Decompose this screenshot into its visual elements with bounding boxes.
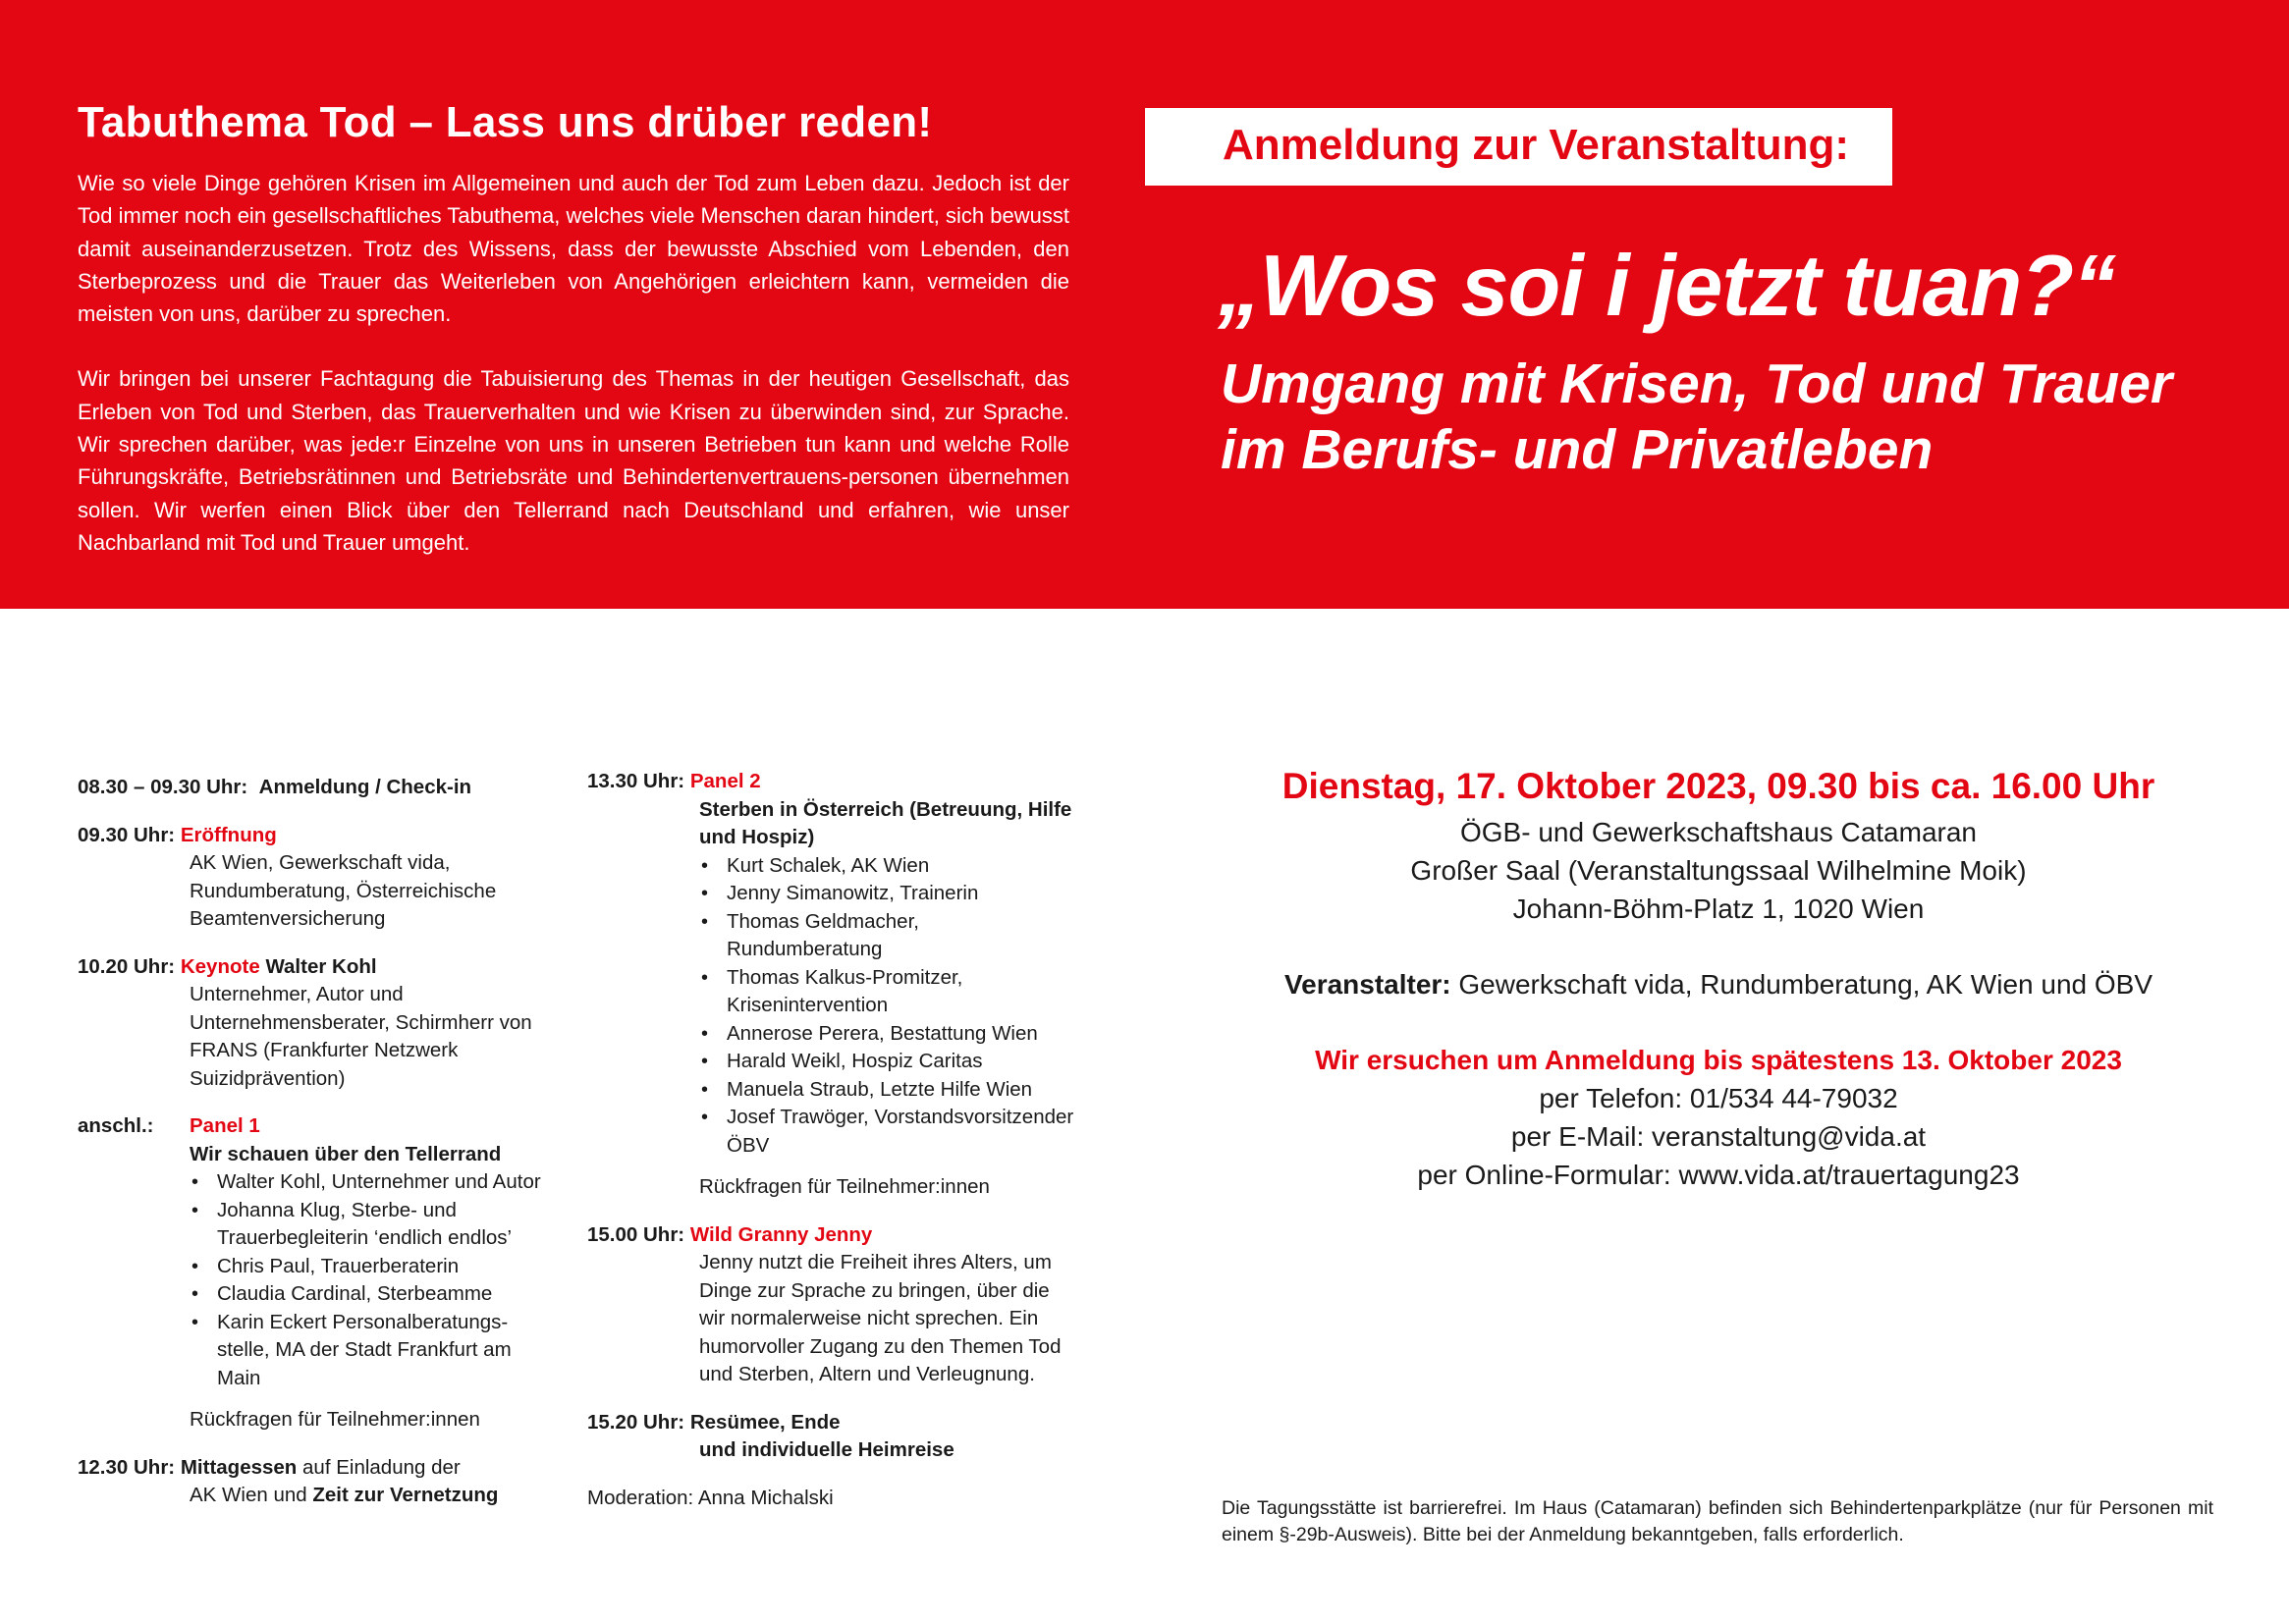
list-item: • Annerose Perera, Bestattung Wien bbox=[727, 1020, 1078, 1049]
panel2-time: 13.30 Uhr: bbox=[587, 770, 685, 792]
granny-title: Wild Granny Jenny bbox=[689, 1222, 873, 1246]
organizer bbox=[1218, 965, 2219, 1003]
event-subtitle bbox=[1221, 352, 2172, 483]
program-item-checkin bbox=[78, 774, 549, 802]
checkin-label: Anmeldung / Check-in bbox=[258, 776, 472, 798]
list-item: • Harald Weikl, Hospiz Caritas bbox=[727, 1048, 1078, 1076]
program-item-panel-2 bbox=[587, 768, 1078, 1202]
program-item-panel-1 bbox=[78, 1112, 549, 1435]
intro-paragraph-2: Wir bringen bei unserer Fachtagung die Tabuisierung des Themas in der heutigen Gesellschaft, das Erleben von Tod und Sterben, das Trauerverhalten und wie Krisen zu überwinden sind, zur Sprache. Wir sprechen darüber, was jede:r Einzelne von uns in unseren Betrieben tun kann und welche Rolle Führungskräfte, Betriebsrätinnen und Betriebsräte und Behindertenvertrauens-personen übernehmen sollen. Wir werfen einen Blick über den Tellerrand nach Deutschland und erfahren, wie unser Nachbarland mit Tod und Trauer umgeht. bbox=[78, 366, 1069, 555]
panel2-subtitle: Sterben in Österreich (Betreuung, Hilfe und Hospiz) bbox=[699, 797, 1072, 848]
panel2-title: Panel 2 bbox=[689, 770, 761, 792]
panel1-questions: Rückfragen für Teilnehmer:innen bbox=[190, 1408, 480, 1431]
intro-section bbox=[78, 98, 1069, 591]
intro-heading: Tabuthema Tod – Lass uns drüber reden! bbox=[78, 98, 933, 146]
program-item-end bbox=[587, 1409, 1078, 1465]
list-item: • Jenny Simanowitz, Trainerin bbox=[727, 880, 1078, 908]
granny-time: 15.00 Uhr: bbox=[587, 1222, 685, 1246]
contact-online-form[interactable]: per Online-Formular: www.vida.at/trauertagung23 bbox=[1417, 1160, 2020, 1190]
event-details bbox=[1218, 764, 2219, 1194]
program-item-keynote bbox=[78, 953, 549, 1094]
list-item: • Thomas Kalkus-Promitzer, Krisenintervention bbox=[727, 964, 1078, 1020]
lunch-text-3: Zeit zur Vernetzung bbox=[312, 1484, 499, 1506]
lunch-text-1: auf Einladung der bbox=[302, 1455, 461, 1479]
program-column-right bbox=[587, 768, 1078, 1532]
panel1-member-list bbox=[78, 1168, 549, 1392]
list-item: • Manuela Straub, Letzte Hilfe Wien bbox=[727, 1076, 1078, 1105]
intro-paragraph-1: Wie so viele Dinge gehören Krisen im Allgemeinen und auch der Tod zum Leben dazu. Jedoch ist der Tod immer noch ein gesellschaftliches Tabuthema, welches viele Menschen daran hindert, sich bewusst damit auseinanderzusetzen. Trotz des Wissens, dass der bewusste Abschied vom Lebenden, den Sterbeprozess und die Trauer das Weiterleben von Angehörigen erleichtern kann, vermeiden die meisten von uns, darüber zu sprechen. bbox=[78, 171, 1069, 327]
program-item-lunch bbox=[78, 1454, 549, 1510]
event-subtitle-line-1: Umgang mit Krisen, Tod und Trauer bbox=[1221, 352, 2173, 415]
keynote-text: Unternehmer, Autor und Unternehmensberater, Schirmherr von FRANS (Frankfurter Netzwerk Suizidprävention) bbox=[190, 983, 532, 1090]
panel2-questions: Rückfragen für Teilnehmer:innen bbox=[699, 1175, 990, 1198]
end-time: 15.20 Uhr: bbox=[587, 1410, 685, 1434]
program-item-granny bbox=[587, 1221, 1078, 1389]
venue-line-1: ÖGB- und Gewerkschaftshaus Catamaran bbox=[1459, 817, 1977, 847]
panel1-time: anschl.: bbox=[78, 1114, 154, 1137]
venue-line-3: Johann-Böhm-Platz 1, 1020 Wien bbox=[1512, 893, 1925, 924]
program-item-opening bbox=[78, 822, 549, 934]
panel1-subtitle: Wir schauen über den Tellerrand bbox=[190, 1142, 502, 1165]
list-item: • Claudia Cardinal, Sterbeamme bbox=[217, 1280, 549, 1309]
keynote-title: Keynote bbox=[180, 954, 260, 978]
end-line-2: und individuelle Heimreise bbox=[699, 1438, 954, 1461]
keynote-time: 10.20 Uhr: bbox=[78, 954, 176, 978]
contact-email[interactable]: per E-Mail: veranstaltung@vida.at bbox=[1510, 1121, 1927, 1152]
granny-text: Jenny nutzt die Freiheit ihres Alters, um Dinge zur Sprache zu bringen, über die wir normalerweise nicht sprechen. Ein humorvoller Zugang zu den Themen Tod und Sterben, Altern und Verleugnung. bbox=[699, 1251, 1062, 1385]
list-item: • Chris Paul, Trauerberaterin bbox=[217, 1253, 549, 1281]
list-item: • Johanna Klug, Sterbe- und Trauerbegleiterin ‘endlich endlos’ bbox=[217, 1197, 549, 1253]
event-date: Dienstag, 17. Oktober 2023, 09.30 bis ca. 16.00 Uhr bbox=[1281, 766, 2155, 806]
event-subtitle-line-2: im Berufs- und Privatleben bbox=[1221, 418, 1934, 481]
list-item: • Kurt Schalek, AK Wien bbox=[727, 852, 1078, 881]
keynote-speaker: Walter Kohl bbox=[265, 954, 377, 978]
program-column-left bbox=[78, 774, 549, 1530]
moderation: Moderation: Anna Michalski bbox=[587, 1486, 834, 1509]
opening-title: Eröffnung bbox=[180, 823, 277, 846]
event-title: „Wos soi i jetzt tuan?“ bbox=[1218, 237, 2116, 334]
registration-label: Anmeldung zur Veranstaltung: bbox=[1223, 121, 1850, 169]
end-line-1: Resümee, Ende bbox=[689, 1410, 841, 1434]
registration-label-box bbox=[1145, 108, 1892, 186]
accessibility-footnote: Die Tagungsstätte ist barrierefrei. Im Haus (Catamaran) befinden sich Behindertenparkplätze (nur für Personen mit einem §-29b-Ausweis). Bitte bei der Anmeldung bekanntgeben, falls erforderlich. bbox=[1222, 1497, 2213, 1545]
list-item: • Walter Kohl, Unternehmer und Autor bbox=[217, 1168, 549, 1197]
lunch-title: Mittagessen bbox=[180, 1455, 298, 1479]
opening-text: AK Wien, Gewerkschaft vida, Rundumberatung, Österreichische Beamtenversicherung bbox=[190, 851, 497, 930]
list-item: • Karin Eckert Personalberatungs-stelle, MA der Stadt Frankfurt am Main bbox=[217, 1309, 549, 1393]
lunch-time: 12.30 Uhr: bbox=[78, 1455, 176, 1479]
venue-line-2: Großer Saal (Veranstaltungssaal Wilhelmine Moik) bbox=[1410, 855, 2027, 886]
list-item: • Josef Trawöger, Vorstandsvorsitzender ÖBV bbox=[727, 1104, 1078, 1160]
panel2-member-list bbox=[587, 852, 1078, 1161]
register-request: Wir ersuchen um Anmeldung bis spätestens 13. Oktober 2023 bbox=[1315, 1045, 2122, 1075]
list-item: • Thomas Geldmacher, Rundumberatung bbox=[727, 908, 1078, 964]
organizer-label: Veranstalter: bbox=[1283, 969, 1451, 1000]
panel1-title: Panel 1 bbox=[190, 1114, 260, 1137]
organizer-text: Gewerkschaft vida, Rundumberatung, AK Wien und ÖBV bbox=[1458, 969, 2153, 1000]
contact-phone[interactable]: per Telefon: 01/534 44-79032 bbox=[1539, 1083, 1898, 1113]
checkin-time: 08.30 – 09.30 Uhr: bbox=[78, 776, 248, 798]
opening-time: 09.30 Uhr: bbox=[78, 823, 176, 846]
lunch-text-2: AK Wien und bbox=[190, 1484, 307, 1506]
